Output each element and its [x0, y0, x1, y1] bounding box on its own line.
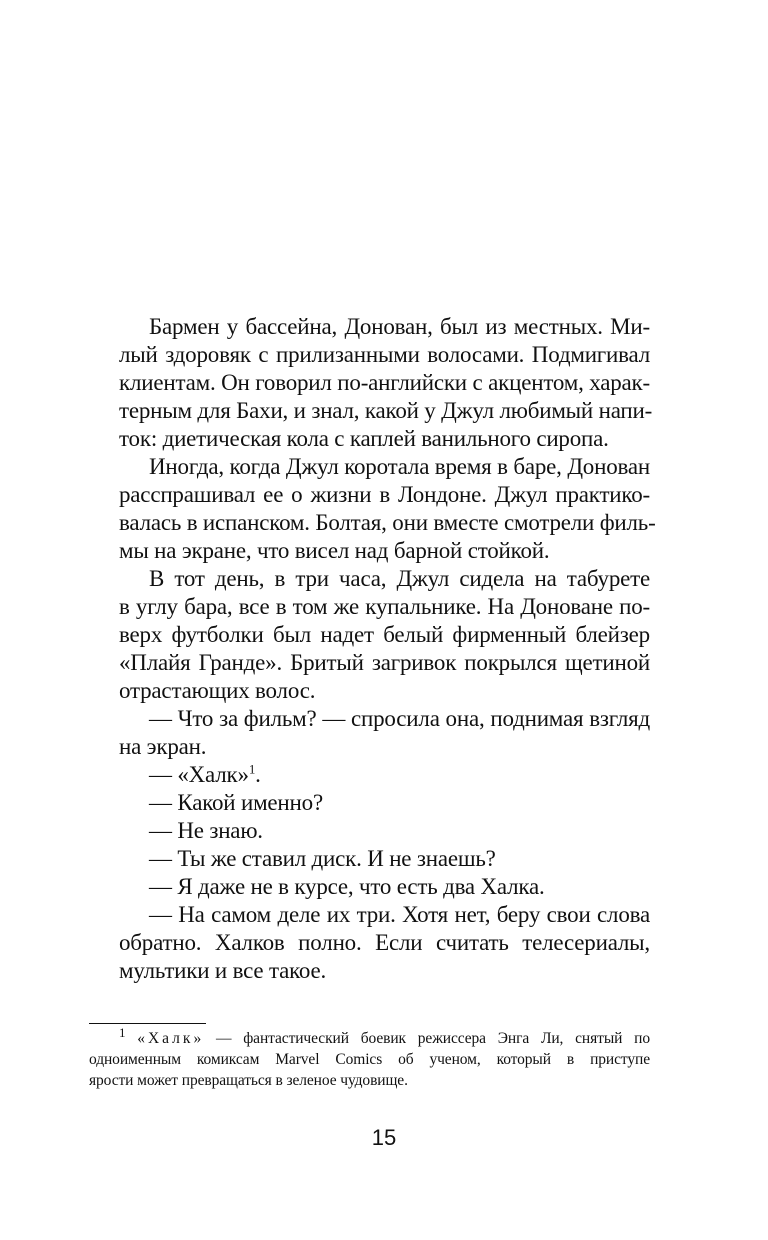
- dialogue-line: [89, 873, 650, 901]
- paragraph-1: [89, 313, 653, 453]
- text-line: — Ты же ставил диск. И не знаешь?: [149, 846, 496, 871]
- dialogue-line: [89, 761, 650, 789]
- footnote: [89, 1024, 650, 1091]
- text-line: ток: диетическая кола с каплей ванильного сиропа.: [119, 426, 609, 451]
- dialogue-line: [89, 845, 650, 873]
- text-line: — Я даже не в курсе, что есть два Халка.: [149, 874, 545, 899]
- text-line: — Не знаю.: [149, 818, 263, 843]
- footnote-line: одноименным комиксам Marvel Comics об ученом, который в приступе: [89, 1051, 650, 1068]
- text-line: В тот день, в три часа, Джул сидела на табурете: [149, 566, 650, 591]
- text-line: отрастающих волос.: [119, 678, 316, 703]
- text-line: Иногда, когда Джул коротала время в баре, Донован: [149, 454, 650, 479]
- text-fragment: — «Халк»: [149, 762, 249, 787]
- text-line: терным для Бахи, и знал, какой у Джул любимый напи-: [119, 398, 653, 423]
- paragraph-2: [89, 453, 656, 565]
- text-line: на экран.: [119, 734, 207, 759]
- text-line: — На самом деле их три. Хотя нет, беру свои слова: [149, 902, 650, 927]
- text-line: верх футболки был надет белый фирменный блейзер: [119, 622, 650, 647]
- footnote-term: «Халк»: [137, 1030, 205, 1047]
- main-text: [89, 313, 656, 985]
- text-line: расспрашивал ее о жизни в Лондоне. Джул практико-: [119, 482, 650, 507]
- text-line: мультики и все такое.: [119, 958, 327, 983]
- paragraph-3: [89, 565, 650, 705]
- text-fragment: — фантастический боевик режиссера Энга Ли, снятый по: [204, 1030, 650, 1047]
- text-line: Бармен у бассейна, Донован, был из местных. Ми-: [149, 314, 650, 339]
- text-line: мы на экране, что висел над барной стойкой.: [119, 538, 550, 563]
- text-line: в углу бара, все в том же купальнике. На Доноване по-: [119, 594, 650, 619]
- page-number: 15: [371, 1125, 397, 1150]
- footnote-divider: [89, 1023, 206, 1024]
- text-fragment: .: [255, 762, 261, 787]
- text-line: обратно. Халков полно. Если считать телесериалы,: [119, 930, 650, 955]
- footnote-line: ярости может превращаться в зеленое чудовище.: [89, 1072, 408, 1089]
- footnote-reference[interactable]: 1: [248, 761, 256, 777]
- text-line: валась в испанском. Болтая, они вместе смотрели филь-: [119, 510, 656, 535]
- text-line: [89, 761, 650, 789]
- text-line: лый здоровяк с прилизанными волосами. Подмигивал: [119, 342, 650, 367]
- text-line: — Какой именно?: [149, 790, 323, 815]
- footnote-marker: 1: [119, 1024, 126, 1040]
- dialogue-line: [89, 789, 650, 817]
- text-line: «Плайя Гранде». Бритый загривок покрылся щетиной: [119, 650, 650, 675]
- text-line: клиентам. Он говорил по-английски с акцентом, харак-: [119, 370, 650, 395]
- text-line: — Что за фильм? — спросила она, поднимая взгляд: [149, 706, 650, 731]
- dialogue-line: [89, 705, 650, 761]
- footnote-line: [89, 1024, 650, 1049]
- dialogue-line: [89, 817, 650, 845]
- dialogue-line: [89, 901, 650, 985]
